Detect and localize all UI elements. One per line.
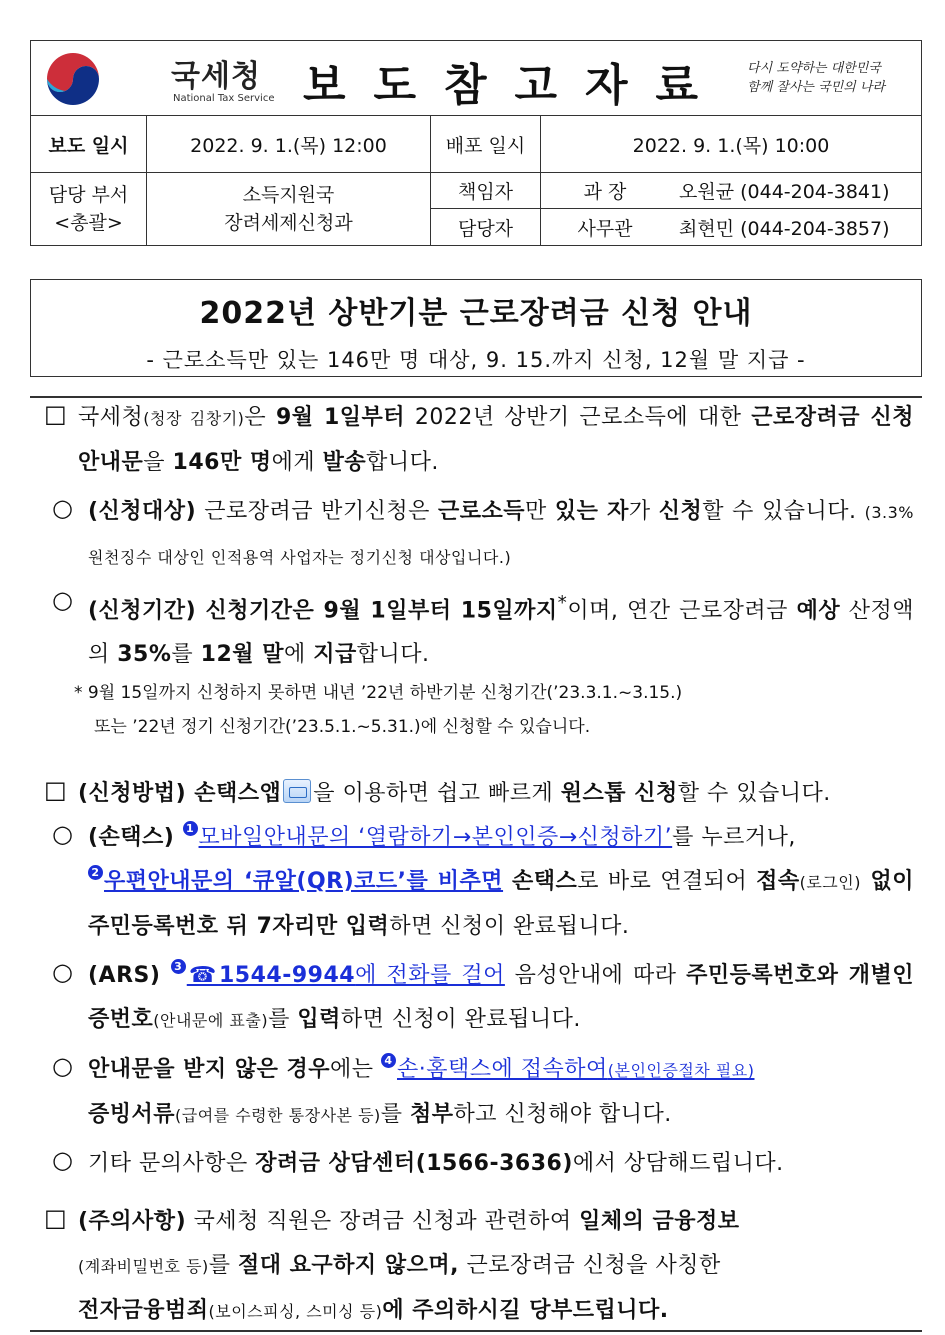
circle-bullet-icon: ○ bbox=[52, 586, 73, 614]
hometax-access-link[interactable] bbox=[397, 1057, 754, 1082]
ars-item bbox=[88, 954, 914, 1043]
text: 을 bbox=[143, 450, 173, 475]
text: (주의사항) bbox=[78, 1209, 187, 1234]
text: 입력 bbox=[297, 1007, 341, 1032]
text: 2022년 상반기 근로소득에 대한 bbox=[405, 405, 752, 430]
text: 주민등록번호와 개별인증번호 bbox=[88, 963, 914, 1032]
text: 접속 bbox=[756, 869, 800, 894]
text: 음성안내에 따라 bbox=[504, 963, 687, 988]
text: 에 전화를 걸어 bbox=[355, 963, 505, 988]
text: 국세청 bbox=[78, 405, 144, 430]
step-number-badge: 1 bbox=[183, 821, 198, 836]
contact-position: 사무관 bbox=[577, 217, 633, 240]
text: 신청 bbox=[658, 499, 703, 524]
square-bullet-icon: □ bbox=[44, 400, 67, 428]
text: 에 bbox=[283, 642, 314, 668]
text: 주의하시길 당부드립니다. bbox=[412, 1298, 669, 1323]
inquiry-item bbox=[88, 1142, 914, 1186]
text: (ARS) bbox=[88, 963, 171, 988]
footnote-line bbox=[74, 676, 682, 710]
text: 없이 주민등록번호 뒤 7자리만 입력 bbox=[88, 869, 914, 939]
circle-bullet-icon: ○ bbox=[52, 1052, 73, 1080]
step-number-badge: 3 bbox=[171, 959, 186, 974]
text: 할 수 있습니다. bbox=[702, 499, 865, 524]
text: 기타 문의사항은 bbox=[88, 1151, 256, 1176]
release-value: 2022. 9. 1.(목) 12:00 bbox=[147, 116, 431, 172]
period-item bbox=[88, 582, 914, 677]
header-banner bbox=[31, 41, 921, 116]
agency-name: 국세청 bbox=[171, 59, 261, 94]
eligibility-item bbox=[88, 490, 914, 580]
footnote bbox=[74, 676, 682, 744]
dept-label-line: <총괄> bbox=[54, 212, 123, 234]
ars-phone-link[interactable] bbox=[187, 963, 505, 988]
distribution-value: 2022. 9. 1.(목) 10:00 bbox=[632, 134, 830, 157]
text: 산정액의 bbox=[88, 598, 915, 668]
text: 를 bbox=[380, 1102, 411, 1127]
text: 을 이용하면 쉽고 빠르게 bbox=[313, 781, 561, 806]
text: 에게 bbox=[271, 450, 323, 475]
text: (계좌비밀번호 등) bbox=[78, 1257, 209, 1276]
hometax-app-icon[interactable] bbox=[283, 779, 311, 803]
dept-row bbox=[31, 173, 921, 245]
text: 근로장려금 반기신청은 bbox=[196, 499, 438, 524]
text: 안내문을 받지 않은 경우 bbox=[88, 1057, 330, 1082]
text: 합니다. bbox=[366, 450, 439, 475]
mobile-notice-link[interactable]: 모바일안내문의 ‘열람하기→본인인증→신청하기’ bbox=[198, 825, 673, 850]
text: 합니다. bbox=[356, 642, 430, 668]
text: 로 바로 연결되어 bbox=[577, 869, 757, 894]
text: 를 bbox=[268, 1007, 298, 1032]
footnote-mark: * bbox=[74, 683, 83, 703]
release-label: 보도 일시 bbox=[31, 116, 147, 172]
dept-line: 소득지원국 bbox=[242, 184, 335, 206]
text: 를 bbox=[208, 1253, 239, 1278]
text: 예상 bbox=[796, 598, 841, 624]
text: 35% bbox=[117, 642, 172, 668]
text: 146만 명 bbox=[172, 450, 272, 475]
text: 근로소득 bbox=[437, 499, 525, 524]
manager-row bbox=[541, 173, 921, 209]
contact-label: 담당자 bbox=[457, 217, 514, 240]
method-intro bbox=[78, 772, 914, 816]
no-notice-item bbox=[88, 1048, 914, 1138]
text: 장려금 상담센터(1566-3636) bbox=[255, 1151, 573, 1176]
ars-number: 1544-9944 bbox=[218, 963, 356, 988]
text: 손·홈택스에 접속하여 bbox=[397, 1057, 608, 1082]
contact-row bbox=[541, 209, 921, 245]
footnote-line: 또는 ’22년 정기 신청기간(’23.5.1.~5.31.)에 신청할 수 있습니다. bbox=[94, 717, 591, 737]
contact-name: 최현민 (044-204-3857) bbox=[679, 217, 890, 240]
text: (급여를 수령한 통장사본 등) bbox=[175, 1106, 381, 1125]
distribution-label: 배포 일시 bbox=[431, 116, 541, 172]
slogan bbox=[747, 59, 885, 97]
dept-label-line: 담당 부서 bbox=[48, 184, 129, 206]
text: 원스톱 신청 bbox=[560, 781, 678, 806]
qr-code-link[interactable]: 우편안내문의 ‘큐알(QR)코드’를 비추면 bbox=[104, 869, 504, 894]
text: 전자금융범죄 bbox=[78, 1298, 209, 1323]
text: 가 bbox=[628, 499, 659, 524]
text: 하면 신청이 완료됩니다. bbox=[340, 1007, 581, 1032]
text: 절대 요구하지 않으며, bbox=[238, 1253, 459, 1278]
headline-subtitle: - 근로소득만 있는 146만 명 대상, 9. 15.까지 신청, 12월 말 지급 - bbox=[146, 348, 806, 372]
text: 국세청 직원은 장려금 신청과 관련하여 bbox=[186, 1209, 580, 1234]
circle-bullet-icon: ○ bbox=[52, 958, 73, 986]
text: 에서 상담해드립니다. bbox=[572, 1151, 784, 1176]
contact-labels bbox=[431, 173, 541, 245]
text: 12월 말 bbox=[200, 642, 284, 668]
text: 발송 bbox=[322, 450, 367, 475]
manager-name: 오원균 (044-204-3841) bbox=[679, 181, 890, 203]
text: 있는 자 bbox=[554, 499, 629, 524]
press-header bbox=[30, 40, 922, 246]
text: 에 bbox=[382, 1298, 413, 1323]
contact-values bbox=[541, 173, 921, 245]
text: 손택스 bbox=[511, 869, 578, 894]
text: (3.3% 원천징수 대상인 인적용역 사업자는 정기신청 대상입니다.) bbox=[88, 503, 914, 567]
text bbox=[503, 869, 512, 894]
caution-item bbox=[78, 1200, 914, 1334]
text: (신청대상) bbox=[88, 499, 197, 524]
slogan-line: 함께 잘사는 국민의 나라 bbox=[747, 80, 885, 95]
text: 하고 신청해야 합니다. bbox=[453, 1102, 672, 1127]
circle-bullet-icon: ○ bbox=[52, 1146, 73, 1174]
headline-title: 2022년 상반기분 근로장려금 신청 안내 bbox=[199, 296, 753, 331]
circle-bullet-icon: ○ bbox=[52, 494, 73, 522]
doc-type-title: 보도참고자료 bbox=[303, 60, 727, 111]
text: 근로장려금 신청안내문 bbox=[78, 405, 914, 475]
text: (로그인) bbox=[799, 873, 861, 892]
nts-logo-icon bbox=[43, 49, 103, 109]
text: (본인인증절차 필요) bbox=[607, 1061, 755, 1080]
section-intro bbox=[78, 396, 914, 485]
text: 만 bbox=[524, 499, 555, 524]
manager-position: 과 장 bbox=[583, 181, 627, 203]
agency-name-en: National Tax Service bbox=[173, 93, 275, 104]
text: 를 누르거나, bbox=[672, 825, 796, 850]
text: (안내문에 표출) bbox=[153, 1011, 269, 1030]
text: 를 bbox=[171, 642, 201, 668]
text: (청장 김창기) bbox=[143, 409, 245, 428]
text: 9월 1일부터 bbox=[275, 405, 406, 430]
sontax-item bbox=[88, 816, 914, 949]
text: (신청기간) 신청기간은 9월 1일부터 15일까지 bbox=[88, 598, 558, 624]
text: 은 bbox=[244, 405, 276, 430]
text: 첨부 bbox=[410, 1102, 454, 1127]
step-number-badge: 2 bbox=[88, 865, 103, 880]
release-row bbox=[31, 116, 921, 173]
dept-line: 장려세제신청과 bbox=[224, 212, 353, 234]
text: (손택스) bbox=[88, 825, 183, 850]
text: (신청방법) 손택스앱 bbox=[78, 781, 282, 806]
manager-label: 책임자 bbox=[431, 173, 540, 209]
step-number-badge: 4 bbox=[381, 1053, 396, 1068]
text: 하면 신청이 완료됩니다. bbox=[389, 914, 630, 939]
text: 할 수 있습니다. bbox=[677, 781, 831, 806]
headline-box bbox=[30, 279, 922, 377]
dept-label bbox=[31, 173, 147, 245]
footnote-mark: * bbox=[557, 593, 568, 614]
text: 근로장려금 신청을 사칭한 bbox=[458, 1253, 721, 1278]
text: 9월 15일까지 신청하지 못하면 내년 ’22년 하반기분 신청기간(’23.3.1.~3.15.) bbox=[87, 683, 683, 703]
text: 지급 bbox=[313, 642, 357, 668]
text: (보이스피싱, 스미싱 등) bbox=[208, 1302, 383, 1321]
text: 일체의 금융정보 bbox=[579, 1209, 740, 1234]
dept-value bbox=[147, 173, 431, 245]
phone-icon: ☎ bbox=[186, 963, 219, 988]
text: 이며, 연간 근로장려금 bbox=[567, 598, 797, 624]
square-bullet-icon: □ bbox=[44, 776, 67, 804]
slogan-line: 다시 도약하는 대한민국 bbox=[747, 61, 881, 76]
divider bbox=[30, 1330, 922, 1332]
text: 증빙서류 bbox=[88, 1102, 176, 1127]
text: 에는 bbox=[330, 1057, 381, 1082]
square-bullet-icon: □ bbox=[44, 1204, 67, 1232]
circle-bullet-icon: ○ bbox=[52, 820, 73, 848]
